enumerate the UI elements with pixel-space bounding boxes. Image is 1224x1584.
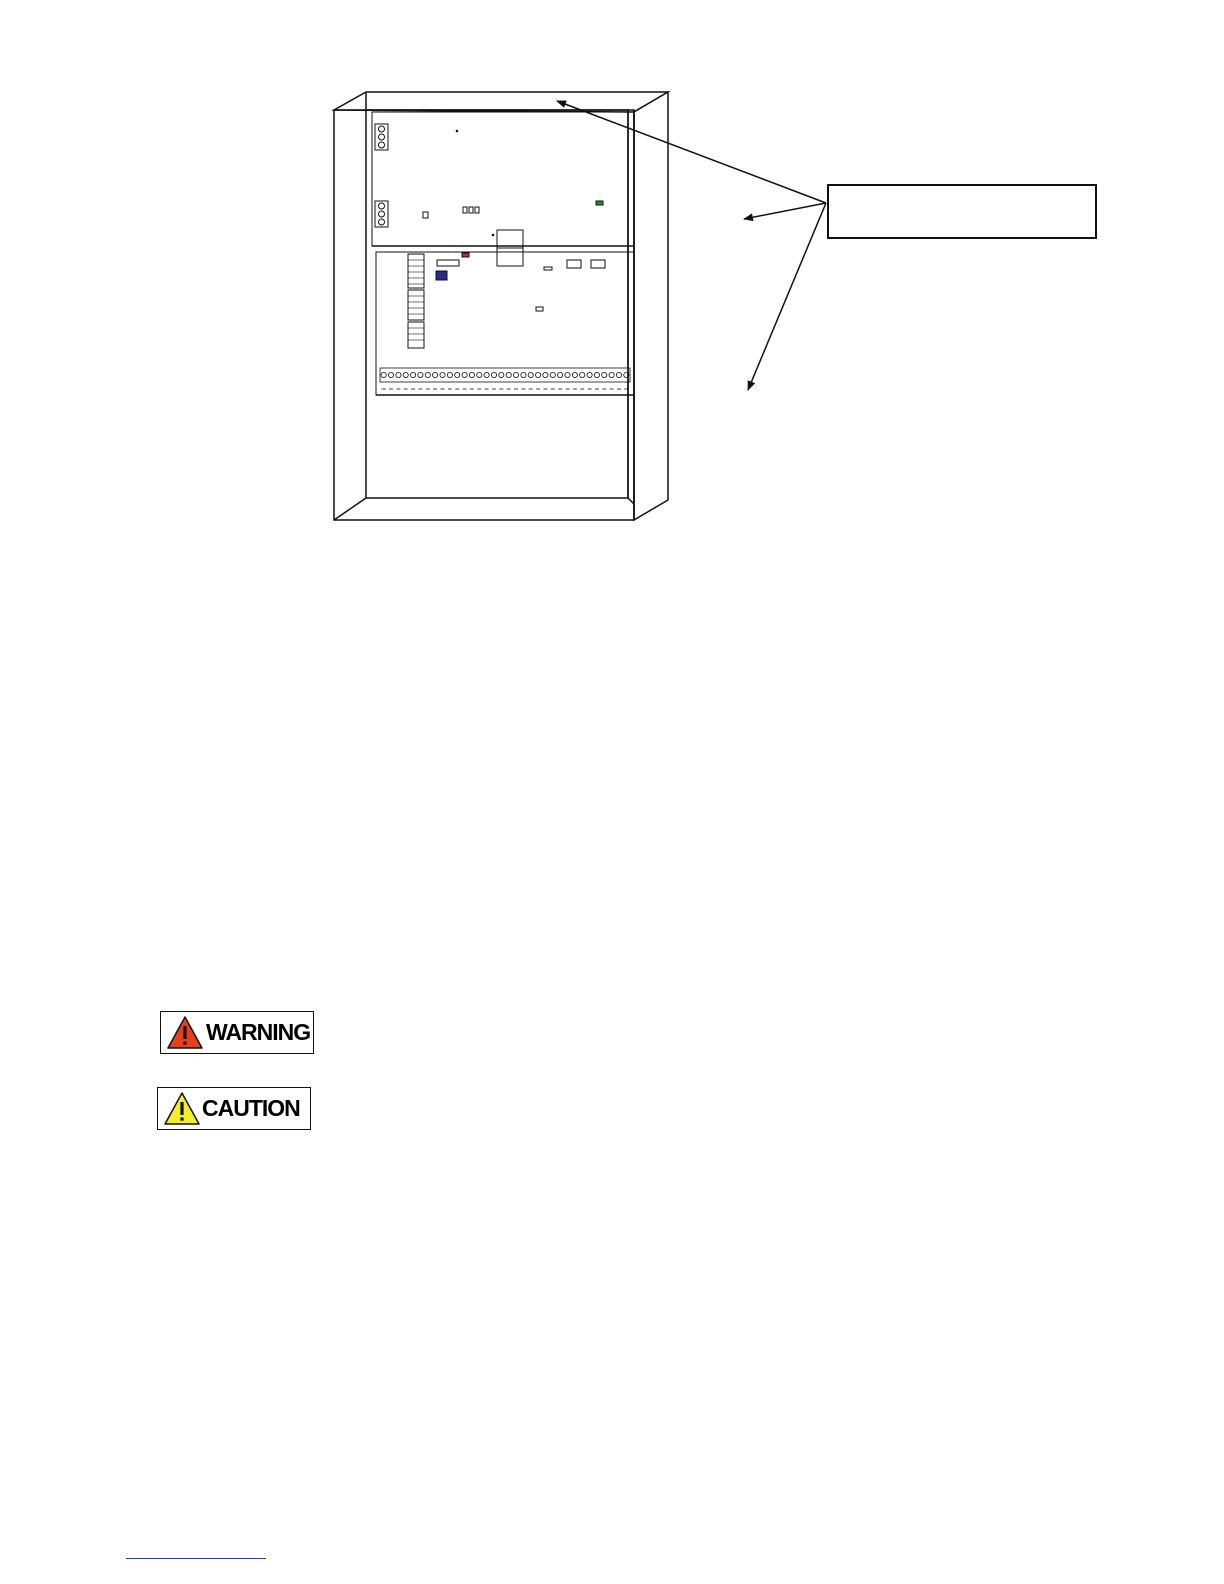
terminal-screw [550, 372, 555, 377]
terminal-screw [521, 372, 526, 377]
terminal-screw [616, 372, 621, 377]
terminal-screw [513, 372, 518, 377]
warning-triangle-icon [167, 1016, 203, 1049]
terminal-screw [609, 372, 614, 377]
terminal-screw [469, 372, 474, 377]
warning-badge [160, 1011, 314, 1054]
terminal-screw [491, 372, 496, 377]
callout-box [828, 185, 1096, 238]
terminal-screw [572, 372, 577, 377]
terminal-screw [462, 372, 467, 377]
terminal-screw [580, 372, 585, 377]
terminal-screw [440, 372, 445, 377]
dip-switch-bank [408, 322, 424, 348]
terminal-screw [425, 372, 430, 377]
terminal-screw [477, 372, 482, 377]
caution-triangle-icon [164, 1092, 200, 1125]
terminal-screw [447, 372, 452, 377]
terminal-screw [565, 372, 570, 377]
caution-badge [157, 1087, 311, 1130]
terminal-screw [594, 372, 599, 377]
terminal-screw [558, 372, 563, 377]
terminal-strip [380, 368, 630, 389]
dip-switch-bank [408, 290, 424, 320]
dip-switch-bank [408, 254, 424, 288]
terminal-screw [484, 372, 489, 377]
arrow-to-lower-board [748, 203, 826, 390]
processor-chip [436, 271, 447, 280]
terminal-screw [411, 372, 416, 377]
upper-circuit-board [372, 112, 634, 266]
caution-label: CAUTION [202, 1095, 300, 1121]
terminal-screw [543, 372, 548, 377]
cabinet-enclosure [334, 92, 668, 520]
terminal-screw [455, 372, 460, 377]
lower-circuit-board [376, 252, 634, 395]
arrow-to-upper-board [744, 203, 826, 219]
terminal-screw [388, 372, 393, 377]
terminal-screw [381, 372, 386, 377]
terminal-screw [536, 372, 541, 377]
terminal-block [375, 124, 388, 150]
arrow-to-cabinet-top [557, 101, 826, 203]
terminal-screw [602, 372, 607, 377]
enclosure-diagram [0, 0, 1224, 560]
terminal-screw [528, 372, 533, 377]
terminal-screw [403, 372, 408, 377]
warning-label: WARNING [206, 1019, 311, 1045]
terminal-screw [506, 372, 511, 377]
terminal-screw [499, 372, 504, 377]
cabinet-top-face [334, 92, 668, 112]
terminal-screw [396, 372, 401, 377]
terminal-block [375, 201, 388, 227]
cabinet-front-frame [334, 110, 634, 520]
terminal-screw [418, 372, 423, 377]
terminal-screw [587, 372, 592, 377]
cabinet-right-face [634, 92, 668, 520]
terminal-screw [433, 372, 438, 377]
footer-link-underline [126, 1558, 266, 1559]
cabinet-inner-opening [366, 110, 628, 498]
